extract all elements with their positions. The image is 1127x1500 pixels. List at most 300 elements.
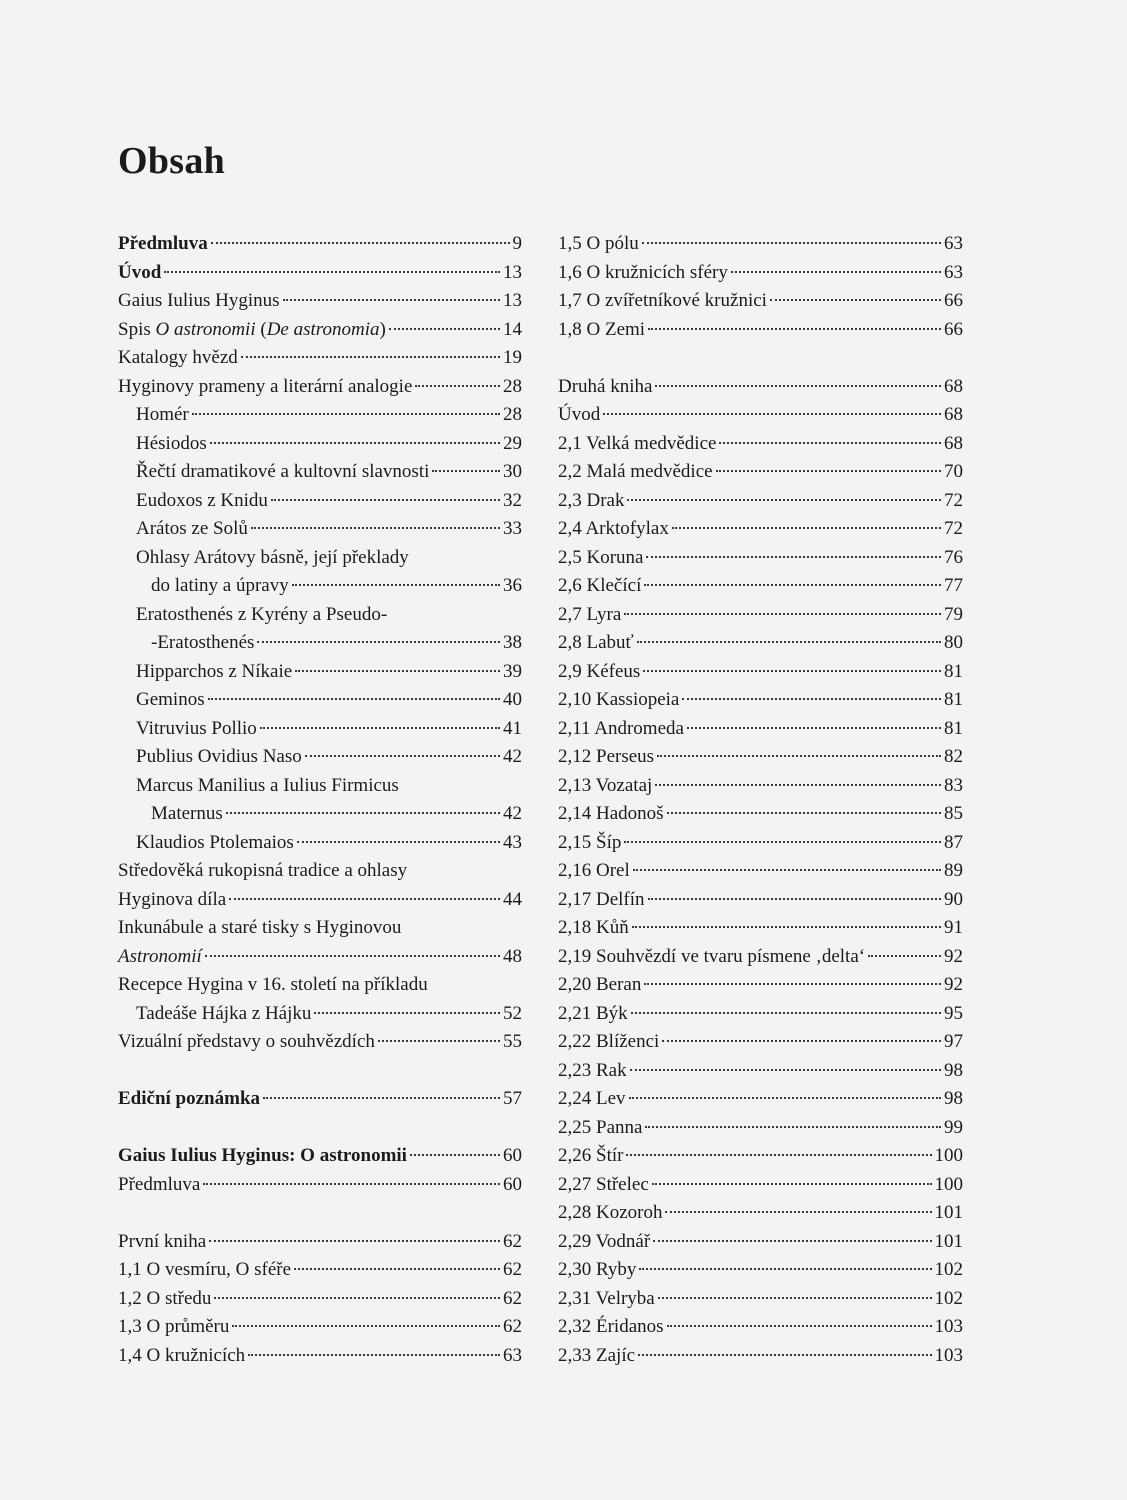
toc-entry-text: 2,31 Velryba — [558, 1287, 655, 1309]
toc-leader-dots — [642, 242, 941, 244]
toc-leader-dots — [241, 356, 500, 358]
toc-leader-dots — [229, 898, 500, 900]
toc-leader-dots — [653, 1240, 931, 1242]
toc-page-number: 77 — [944, 575, 963, 596]
toc-entry[interactable] — [558, 1028, 963, 1057]
toc-page-number: 92 — [944, 945, 963, 967]
toc-leader-dots — [263, 1097, 500, 1099]
toc-entry[interactable] — [118, 316, 522, 345]
toc-entry[interactable] — [558, 1199, 963, 1228]
toc-entry-text: do latiny a úpravy — [151, 575, 289, 596]
toc-page-number: 63 — [944, 261, 963, 283]
toc-leader-dots — [283, 299, 501, 301]
toc-page-number: 87 — [944, 831, 963, 853]
toc-entry[interactable] — [558, 401, 963, 430]
toc-page-number: 52 — [503, 1002, 522, 1024]
toc-page-number: 83 — [944, 774, 963, 796]
toc-entry-title — [136, 601, 387, 630]
toc-entry-title — [558, 686, 679, 715]
toc-entry[interactable] — [558, 601, 963, 630]
toc-entry-title — [558, 1199, 662, 1228]
toc-entry[interactable] — [558, 800, 963, 829]
toc-entry-text: Ohlasy Arátovy básně, její překlady — [136, 546, 409, 568]
toc-entry[interactable] — [118, 344, 522, 373]
toc-page-number: 79 — [944, 603, 963, 625]
toc-entry-italic: De astronomia — [266, 318, 380, 340]
toc-entry[interactable] — [558, 287, 963, 316]
toc-entry-text: 2,24 Lev — [558, 1088, 626, 1109]
toc-page-number: 101 — [934, 1230, 963, 1252]
toc-leader-dots — [770, 299, 941, 301]
toc-leader-dots — [627, 499, 941, 501]
toc-page-number: 14 — [503, 318, 522, 340]
toc-page-number: 92 — [944, 974, 963, 995]
toc-entry[interactable] — [558, 230, 963, 259]
toc-page-number: 80 — [944, 632, 963, 653]
toc-entry[interactable] — [118, 544, 522, 573]
toc-page-number: 62 — [503, 1230, 522, 1252]
toc-entry-title — [558, 800, 664, 829]
toc-entry[interactable] — [558, 629, 963, 658]
toc-entry[interactable] — [118, 1000, 522, 1029]
toc-entry-title — [118, 971, 428, 1000]
toc-leader-dots — [295, 670, 500, 672]
toc-leader-dots — [292, 584, 500, 586]
toc-entry-title — [136, 829, 294, 858]
toc-page-number: 57 — [503, 1088, 522, 1109]
toc-leader-dots — [643, 670, 941, 672]
toc-entry-title — [558, 1028, 659, 1057]
toc-entry[interactable] — [558, 1000, 963, 1029]
toc-leader-dots — [633, 869, 941, 871]
toc-leader-dots — [631, 1012, 941, 1014]
toc-entry[interactable] — [558, 1256, 963, 1285]
toc-leader-dots — [378, 1040, 500, 1042]
toc-entry-text: 2,30 Ryby — [558, 1259, 637, 1280]
toc-entry-text: Homér — [136, 404, 189, 425]
toc-entry-title — [118, 287, 280, 316]
toc-entry-title — [118, 316, 386, 345]
toc-entry-title — [118, 1256, 291, 1285]
toc-entry-text: Publius Ovidius Naso — [136, 746, 302, 767]
toc-entry[interactable] — [118, 1285, 522, 1314]
toc-page-number: 66 — [944, 318, 963, 340]
toc-entry-text: Eratosthenés z Kyrény a Pseudo- — [136, 603, 388, 625]
toc-entry[interactable] — [558, 1342, 963, 1371]
toc-entry-title — [118, 1142, 407, 1171]
toc-page-number: 38 — [503, 632, 522, 653]
toc-leader-dots — [731, 271, 941, 273]
toc-entry[interactable] — [118, 287, 522, 316]
toc-page-number: 41 — [503, 717, 522, 739]
toc-page-number: 95 — [944, 1002, 963, 1024]
toc-entry-title — [151, 629, 254, 658]
toc-entry-title — [558, 458, 713, 487]
toc-entry-text: Hipparchos z Níkaie — [136, 660, 293, 682]
toc-entry[interactable] — [558, 1085, 963, 1114]
toc-entry[interactable] — [558, 943, 963, 972]
toc-page-number: 60 — [503, 1145, 522, 1166]
toc-page-number: 82 — [944, 746, 963, 767]
toc-entry-title — [558, 1000, 628, 1029]
toc-entry[interactable] — [558, 1171, 963, 1200]
toc-leader-dots — [257, 641, 500, 643]
toc-entry[interactable] — [558, 886, 963, 915]
toc-leader-dots — [624, 613, 941, 615]
toc-entry-title — [118, 886, 226, 915]
toc-entry[interactable] — [558, 658, 963, 687]
toc-leader-dots — [868, 955, 941, 957]
toc-page-number: 36 — [503, 575, 522, 596]
toc-entry[interactable] — [558, 487, 963, 516]
toc-entry-text: 2,9 Kéfeus — [558, 660, 641, 682]
toc-entry[interactable] — [118, 430, 522, 459]
toc-entry[interactable] — [558, 1142, 963, 1171]
toc-entry-title — [151, 800, 223, 829]
toc-entry-title — [558, 943, 865, 972]
toc-entry[interactable] — [118, 686, 522, 715]
toc-entry-text: Marcus Manilius a Iulius Firmicus — [136, 774, 399, 796]
toc-page-number: 30 — [503, 461, 522, 482]
toc-leader-dots — [211, 242, 510, 244]
toc-leader-dots — [667, 812, 941, 814]
toc-leader-dots — [297, 841, 500, 843]
toc-entry-title — [558, 572, 641, 601]
toc-entry-title — [558, 1313, 664, 1342]
toc-entry-title — [558, 1285, 655, 1314]
toc-page-number: 68 — [944, 432, 963, 454]
toc-entry-text: 2,15 Šíp — [558, 831, 622, 853]
toc-leader-dots — [644, 584, 941, 586]
toc-entry[interactable] — [558, 743, 963, 772]
toc-entry-title — [118, 1228, 206, 1257]
toc-leader-dots — [657, 755, 941, 757]
toc-spacer — [558, 344, 963, 373]
toc-entry[interactable] — [118, 515, 522, 544]
toc-entry-text: Předmluva — [118, 233, 208, 254]
toc-entry-italic: O astronomii — [155, 318, 256, 340]
toc-leader-dots — [667, 1325, 932, 1327]
toc-entry-text: Gaius Iulius Hyginus: O astronomii — [118, 1145, 407, 1166]
toc-page-number: 70 — [944, 461, 963, 482]
toc-page-number: 60 — [503, 1173, 522, 1195]
toc-page-number: 42 — [503, 746, 522, 767]
toc-entry-text: 2,25 Panna — [558, 1116, 643, 1138]
toc-entry[interactable] — [118, 914, 522, 943]
toc-leader-dots — [208, 698, 500, 700]
toc-leader-dots — [226, 812, 500, 814]
toc-entry[interactable] — [558, 515, 963, 544]
toc-leader-dots — [294, 1268, 500, 1270]
toc-page-number: 85 — [944, 803, 963, 824]
toc-leader-dots — [432, 470, 500, 472]
toc-entry-text: 2,23 Rak — [558, 1059, 627, 1081]
toc-page-number: 68 — [944, 404, 963, 425]
toc-entry-title — [558, 829, 621, 858]
toc-column-right — [558, 230, 963, 1370]
toc-entry[interactable] — [558, 829, 963, 858]
toc-entry-text: 2,2 Malá medvědice — [558, 461, 713, 482]
toc-entry[interactable] — [118, 1313, 522, 1342]
toc-leader-dots — [655, 784, 941, 786]
toc-leader-dots — [632, 926, 941, 928]
toc-entry-text: 1,8 O Zemi — [558, 318, 646, 340]
toc-page-number: 33 — [503, 518, 522, 539]
toc-page-number: 76 — [944, 546, 963, 568]
toc-entry-title — [136, 401, 189, 430]
toc-entry[interactable] — [558, 1285, 963, 1314]
toc-entry-title — [136, 772, 399, 801]
toc-leader-dots — [210, 442, 500, 444]
toc-entry[interactable] — [118, 601, 522, 630]
toc-entry[interactable] — [118, 658, 522, 687]
toc-entry-title — [136, 487, 268, 516]
toc-page-number: 91 — [944, 917, 963, 938]
toc-page-number: 63 — [503, 1344, 522, 1366]
toc-entry-text: Středověká rukopisná tradice a ohlasy — [118, 860, 408, 881]
toc-page-number: 68 — [944, 375, 963, 397]
toc-entry[interactable] — [118, 886, 522, 915]
toc-entry-title — [558, 971, 641, 1000]
toc-page-number: 101 — [934, 1202, 963, 1223]
toc-entry[interactable] — [118, 971, 522, 1000]
toc-leader-dots — [626, 1154, 931, 1156]
toc-page-number: 103 — [934, 1344, 963, 1366]
toc-entry-title — [558, 1256, 636, 1285]
toc-page-number: 28 — [503, 404, 522, 425]
toc-entry[interactable] — [118, 1028, 522, 1057]
toc-leader-dots — [164, 271, 500, 273]
toc-entry-text: 1,4 O kružnicích — [118, 1344, 246, 1366]
toc-entry-text: Maternus — [151, 803, 223, 824]
toc-entry[interactable] — [118, 572, 522, 601]
toc-entry-text: 2,32 Éridanos — [558, 1316, 664, 1337]
toc-entry-text: Ediční poznámka — [118, 1088, 261, 1109]
toc-leader-dots — [314, 1012, 500, 1014]
toc-entry-title — [136, 743, 302, 772]
toc-leader-dots — [205, 955, 500, 957]
toc-entry-text: 2,11 Andromeda — [558, 717, 684, 739]
toc-entry-title — [558, 287, 767, 316]
toc-page-number: 19 — [503, 347, 522, 368]
toc-entry-text: 2,21 Býk — [558, 1002, 628, 1024]
toc-entry-title — [558, 1228, 650, 1257]
toc-entry[interactable] — [118, 1171, 522, 1200]
toc-entry[interactable] — [118, 943, 522, 972]
toc-entry-title — [558, 857, 630, 886]
toc-page-number: 62 — [503, 1259, 522, 1280]
toc-entry-text: 2,27 Střelec — [558, 1173, 649, 1195]
toc-leader-dots — [192, 413, 500, 415]
toc-entry-title — [558, 1057, 627, 1086]
toc-entry-text: 2,8 Labuť — [558, 632, 634, 653]
toc-entry-title — [118, 1085, 260, 1114]
toc-entry[interactable] — [118, 715, 522, 744]
toc-page-number: 39 — [503, 660, 522, 682]
toc-entry-title — [558, 544, 643, 573]
toc-entry[interactable] — [118, 230, 522, 259]
toc-entry-title — [558, 743, 654, 772]
toc-entry-text: -Eratosthenés — [151, 632, 255, 653]
toc-entry[interactable] — [558, 715, 963, 744]
toc-entry-text: 2,1 Velká medvědice — [558, 432, 717, 454]
toc-entry-title — [558, 373, 652, 402]
toc-entry-text: Spis — [118, 318, 156, 340]
toc-entry-title — [118, 259, 161, 288]
toc-entry-text: 2,33 Zajíc — [558, 1344, 636, 1366]
toc-entry-title — [136, 544, 409, 573]
toc-entry[interactable] — [118, 1342, 522, 1371]
toc-entry[interactable] — [118, 458, 522, 487]
toc-entry-text: Inkunábule a staré tisky s Hyginovou — [118, 917, 402, 938]
toc-entry[interactable] — [118, 629, 522, 658]
toc-page-number: 90 — [944, 888, 963, 910]
toc-page-number: 48 — [503, 945, 522, 967]
toc-leader-dots — [645, 1126, 941, 1128]
toc-leader-dots — [209, 1240, 500, 1242]
toc-entry[interactable] — [558, 857, 963, 886]
toc-page-number: 28 — [503, 375, 522, 397]
toc-leader-dots — [214, 1297, 500, 1299]
page-title: Obsah — [118, 140, 226, 182]
toc-entry[interactable] — [118, 1228, 522, 1257]
toc-entry[interactable] — [558, 1057, 963, 1086]
toc-entry-text: Vitruvius Pollio — [136, 717, 257, 739]
toc-leader-dots — [652, 1183, 932, 1185]
toc-page-number: 98 — [944, 1088, 963, 1109]
toc-entry[interactable] — [118, 800, 522, 829]
toc-entry-text: 2,26 Štír — [558, 1145, 624, 1166]
toc-leader-dots — [260, 727, 500, 729]
toc-leader-dots — [646, 556, 941, 558]
toc-entry-text: Hyginovy prameny a literární analogie — [118, 375, 413, 397]
toc-entry[interactable] — [118, 1142, 522, 1171]
toc-entry-title — [136, 515, 248, 544]
toc-entry-title — [118, 1028, 375, 1057]
toc-entry-title — [558, 886, 645, 915]
toc-entry[interactable] — [558, 544, 963, 573]
toc-page-number: 97 — [944, 1031, 963, 1052]
toc-entry[interactable] — [558, 914, 963, 943]
toc-entry-text: První kniha — [118, 1230, 207, 1252]
toc-page-number: 98 — [944, 1059, 963, 1081]
toc-entry-title — [558, 1342, 635, 1371]
toc-leader-dots — [682, 698, 941, 700]
toc-entry[interactable] — [118, 772, 522, 801]
toc-leader-dots — [637, 641, 941, 643]
toc-entry[interactable] — [558, 1228, 963, 1257]
toc-spacer — [118, 1114, 522, 1143]
toc-entry[interactable] — [558, 259, 963, 288]
toc-entry-title — [118, 230, 208, 259]
toc-leader-dots — [271, 499, 500, 501]
toc-leader-dots — [644, 983, 941, 985]
toc-entry[interactable] — [558, 458, 963, 487]
toc-leader-dots — [389, 328, 500, 330]
toc-entry-title — [558, 430, 716, 459]
toc-entry-text: Hésiodos — [136, 432, 207, 454]
toc-entry[interactable] — [558, 316, 963, 345]
toc-page-number: 100 — [934, 1145, 963, 1166]
toc-entry[interactable] — [118, 743, 522, 772]
toc-entry-text: 1,6 O kružnicích sféry — [558, 261, 728, 283]
toc-entry[interactable] — [558, 971, 963, 1000]
toc-entry-title — [118, 373, 412, 402]
toc-leader-dots — [203, 1183, 500, 1185]
toc-leader-dots — [719, 442, 941, 444]
toc-entry-title — [558, 715, 684, 744]
toc-entry[interactable] — [118, 829, 522, 858]
toc-entry[interactable] — [118, 1256, 522, 1285]
toc-entry-text: Gaius Iulius Hyginus — [118, 290, 280, 311]
toc-entry-title — [558, 1085, 626, 1114]
toc-entry-text: 2,16 Orel — [558, 860, 630, 881]
toc-entry[interactable] — [558, 686, 963, 715]
toc-leader-dots — [232, 1325, 500, 1327]
toc-entry-title — [558, 515, 669, 544]
toc-leader-dots — [251, 527, 500, 529]
toc-leader-dots — [672, 527, 941, 529]
toc-page-number: 66 — [944, 290, 963, 311]
toc-leader-dots — [648, 328, 941, 330]
toc-entry-text: 1,7 O zvířetníkové kružnici — [558, 290, 767, 311]
toc-entry-title — [558, 914, 629, 943]
toc-entry-title — [118, 344, 238, 373]
toc-entry-title — [558, 401, 600, 430]
toc-entry[interactable] — [558, 572, 963, 601]
toc-entry-title — [136, 715, 257, 744]
toc-entry-title — [136, 430, 207, 459]
toc-entry-title — [558, 1171, 649, 1200]
toc-entry[interactable] — [558, 1114, 963, 1143]
toc-entry-text: 2,4 Arktofylax — [558, 518, 669, 539]
toc-entry[interactable] — [118, 1085, 522, 1114]
toc-entry-text: Recepce Hygina v 16. století na příkladu — [118, 974, 428, 995]
toc-entry-title — [136, 658, 292, 687]
toc-entry[interactable] — [118, 401, 522, 430]
toc-entry-text: 2,12 Perseus — [558, 746, 655, 767]
toc-entry[interactable] — [118, 487, 522, 516]
toc-leader-dots — [629, 1097, 941, 1099]
toc-entry-text: 1,1 O vesmíru, O sféře — [118, 1259, 292, 1280]
toc-entry-title — [118, 1285, 211, 1314]
toc-leader-dots — [658, 1297, 932, 1299]
toc-entry-text: 2,17 Delfín — [558, 888, 645, 910]
toc-entry-text: 2,6 Klečící — [558, 575, 642, 596]
toc-page-number: 102 — [934, 1259, 963, 1280]
toc-page-number: 13 — [503, 261, 522, 283]
toc-entry[interactable] — [558, 1313, 963, 1342]
toc-spacer — [118, 1199, 522, 1228]
toc-entry-text: 2,7 Lyra — [558, 603, 622, 625]
toc-entry[interactable] — [118, 259, 522, 288]
toc-entry[interactable] — [558, 430, 963, 459]
toc-entry-italic: Astronomií — [118, 945, 202, 967]
toc-entry-title — [558, 1142, 623, 1171]
toc-entry[interactable] — [558, 772, 963, 801]
toc-leader-dots — [638, 1354, 931, 1356]
toc-leader-dots — [662, 1040, 941, 1042]
toc-entry-text: 2,28 Kozoroh — [558, 1202, 663, 1223]
toc-entry[interactable] — [118, 857, 522, 886]
toc-entry[interactable] — [558, 373, 963, 402]
toc-entry-text: 2,29 Vodnář — [558, 1230, 651, 1252]
toc-leader-dots — [687, 727, 941, 729]
toc-leader-dots — [639, 1268, 931, 1270]
toc-entry-text: Arátos ze Solů — [136, 518, 248, 539]
toc-entry[interactable] — [118, 373, 522, 402]
toc-entry-title — [136, 1000, 311, 1029]
